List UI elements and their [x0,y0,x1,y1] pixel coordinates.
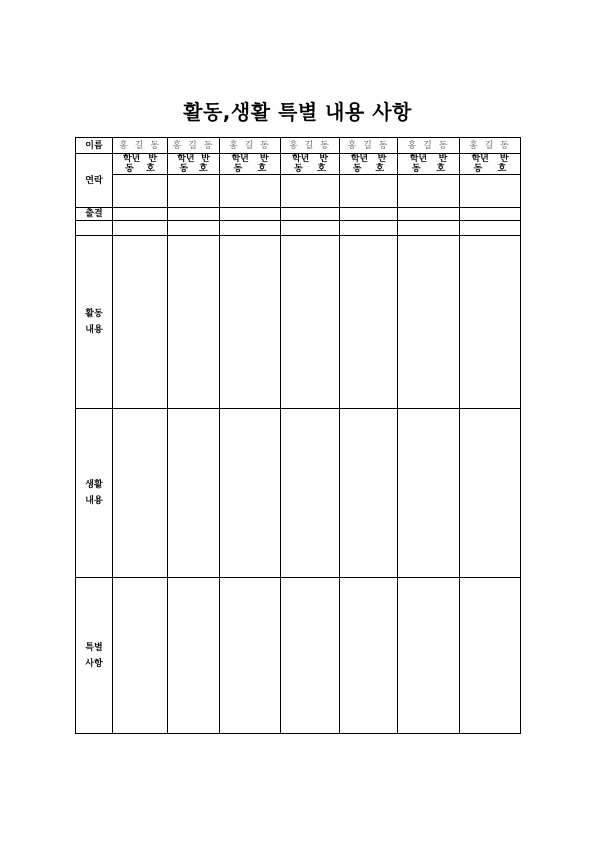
attendance-cell[interactable] [398,208,460,221]
grade-class-line: 학년 반 [291,154,329,164]
record-table [75,137,521,734]
contact-cell[interactable] [340,154,398,208]
attendance-cell[interactable] [168,208,220,221]
grade-class-line: 학년 반 [122,154,158,164]
name-label: 이름 [76,138,113,154]
contact-cell[interactable] [113,154,168,208]
activity-label: 활동 내용 [76,236,113,409]
special-cell[interactable] [220,578,281,734]
contact-label: 연락 [76,154,113,208]
activity-cell[interactable] [460,236,521,409]
life-row [76,409,521,578]
grade-class-line: 학년 반 [231,154,269,164]
grade-class-line: 학년 반 [409,154,448,164]
dong-ho-line: 동 호 [220,164,280,175]
student-name: 홍 길 동 [340,138,398,154]
dong-ho-line: 동 호 [168,164,219,175]
blank-cell[interactable] [340,221,398,236]
dong-ho-line: 동 호 [398,164,459,175]
name-row [76,138,521,154]
activity-cell[interactable] [281,236,340,409]
student-name: 홍 길 동 [460,138,521,154]
dong-ho-line: 동 호 [340,164,397,175]
blank-cell[interactable] [168,221,220,236]
attendance-cell[interactable] [340,208,398,221]
activity-row [76,236,521,409]
contact-row [76,154,521,208]
life-cell[interactable] [460,409,521,578]
special-cell[interactable] [460,578,521,734]
blank-cell[interactable] [220,221,281,236]
attendance-cell[interactable] [220,208,281,221]
life-cell[interactable] [168,409,220,578]
special-cell[interactable] [340,578,398,734]
blank-cell[interactable] [460,221,521,236]
life-cell[interactable] [113,409,168,578]
contact-cell[interactable] [220,154,281,208]
blank-row [76,221,521,236]
blank-cell[interactable] [398,221,460,236]
life-cell[interactable] [398,409,460,578]
activity-cell[interactable] [113,236,168,409]
life-cell[interactable] [340,409,398,578]
blank-label-cell [76,221,113,236]
contact-cell[interactable] [168,154,220,208]
contact-cell[interactable] [460,154,521,208]
student-name: 홍 길 동 [281,138,340,154]
attendance-cell[interactable] [281,208,340,221]
special-cell[interactable] [168,578,220,734]
activity-cell[interactable] [340,236,398,409]
activity-cell[interactable] [168,236,220,409]
attendance-cell[interactable] [460,208,521,221]
attendance-cell[interactable] [113,208,168,221]
dong-ho-line: 동 호 [113,164,167,175]
contact-cell[interactable] [281,154,340,208]
life-cell[interactable] [220,409,281,578]
special-cell[interactable] [398,578,460,734]
special-label: 특별 사항 [76,578,113,734]
dong-ho-line: 동 호 [281,164,339,175]
special-cell[interactable] [281,578,340,734]
special-row [76,578,521,734]
life-cell[interactable] [281,409,340,578]
dong-ho-line: 동 호 [460,164,520,175]
attendance-row [76,208,521,221]
student-name: 홍 길 동 [113,138,168,154]
blank-cell[interactable] [281,221,340,236]
student-name: 홍 길 동 [168,138,220,154]
contact-cell[interactable] [398,154,460,208]
special-cell[interactable] [113,578,168,734]
blank-cell[interactable] [113,221,168,236]
grade-class-line: 학년 반 [350,154,387,164]
life-label: 생활 내용 [76,409,113,578]
grade-class-line: 학년 반 [471,154,509,164]
student-name: 홍 길 동 [398,138,460,154]
attendance-label: 출결 [76,208,113,221]
grade-class-line: 학년 반 [177,154,210,164]
student-name: 홍 길 동 [220,138,281,154]
activity-cell[interactable] [398,236,460,409]
activity-cell[interactable] [220,236,281,409]
page-title: 활동,생활 특별 내용 사항 [183,100,412,124]
